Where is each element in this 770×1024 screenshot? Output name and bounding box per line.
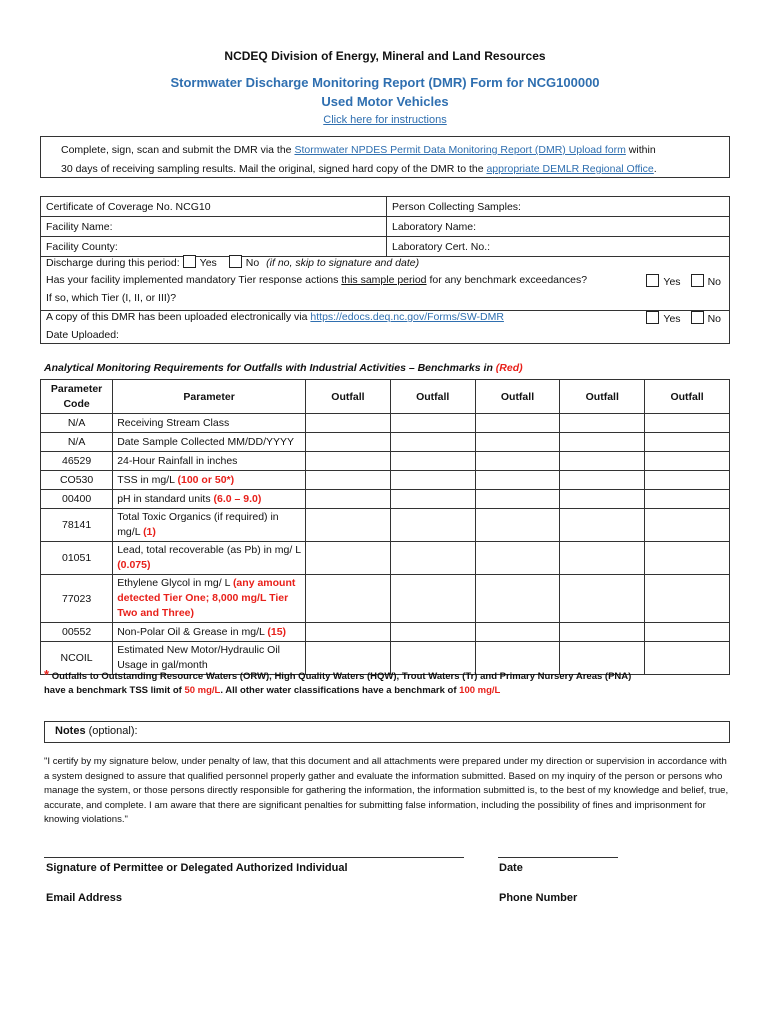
benchmark-value: (any amount detected Tier One; 8,000 mg/L Tier Two and Three) <box>117 577 296 619</box>
table-row <box>41 509 730 542</box>
outfall-cell[interactable] <box>475 575 560 623</box>
parameter-code: 01051 <box>41 542 113 575</box>
parameter-name <box>113 471 306 490</box>
instructions-link[interactable]: Click here for instructions <box>323 114 447 126</box>
footnote-star: * <box>44 667 50 682</box>
col-outfall-1: Outfall <box>306 380 391 414</box>
upload-no-label: No <box>707 313 721 325</box>
person-collecting-field[interactable]: Person Collecting Samples: <box>387 197 730 217</box>
discharge-yes-label: Yes <box>199 257 217 269</box>
discharge-no-label: No <box>245 257 260 269</box>
col-parameter: Parameter <box>113 380 306 414</box>
outfall-cell[interactable] <box>475 509 560 542</box>
outfall-cell[interactable] <box>560 509 645 542</box>
outfall-cell[interactable] <box>306 623 391 642</box>
outfall-cell[interactable] <box>390 542 475 575</box>
table-row <box>41 623 730 642</box>
upload-yes-checkbox[interactable] <box>646 311 659 324</box>
facility-county-field[interactable]: Facility County: <box>41 237 387 257</box>
parameter-text: TSS in mg/L <box>117 473 178 486</box>
parameter-text: Ethylene Glycol in mg/ L <box>117 577 233 589</box>
outfall-cell[interactable] <box>560 542 645 575</box>
notes-field[interactable] <box>44 721 730 743</box>
form-subtitle: Used Motor Vehicles <box>321 94 449 109</box>
signature-label: Signature of Permittee or Delegated Authorized Individual <box>46 862 348 874</box>
outfall-cell[interactable] <box>645 433 730 452</box>
tier-which-label: If so, which Tier (I, II, or III)? <box>46 292 177 304</box>
outfall-cell[interactable] <box>390 414 475 433</box>
parameter-name <box>113 623 306 642</box>
benchmark-value: (15) <box>267 625 287 638</box>
tier-question-a: Has your facility implemented mandatory Tier response actions <box>46 274 342 286</box>
notes-optional: (optional): <box>85 725 138 737</box>
discharge-section <box>40 253 730 344</box>
parameter-text: Lead, total recoverable (as Pb) in mg/ L <box>117 544 301 556</box>
parameter-text: Total Toxic Organics (if required) in mg/L <box>117 511 279 538</box>
outfall-cell[interactable] <box>560 433 645 452</box>
submit-text-c: 30 days of receiving sampling results. Mail the original, signed hard copy of the DMR to the <box>61 163 487 175</box>
parameter-text: Date Sample Collected MM/DD/YYYY <box>117 435 295 448</box>
parameter-text: pH in standard units <box>117 492 214 505</box>
parameter-name <box>113 509 306 542</box>
upload-question: A copy of this DMR has been uploaded electronically via <box>46 311 311 323</box>
outfall-cell[interactable] <box>645 414 730 433</box>
footnote-text-b2: . All other water classifications have a benchmark of <box>220 685 460 696</box>
tier-yes-label: Yes <box>663 276 681 288</box>
outfall-cell[interactable] <box>645 490 730 509</box>
discharge-yes-checkbox[interactable] <box>183 255 196 268</box>
outfall-cell[interactable] <box>560 490 645 509</box>
phone-label: Phone Number <box>499 892 578 904</box>
outfall-cell[interactable] <box>645 452 730 471</box>
benchmark-value: (0.075) <box>117 559 151 571</box>
col-outfall-3: Outfall <box>475 380 560 414</box>
parameter-code: CO530 <box>41 471 113 490</box>
outfall-cell[interactable] <box>475 433 560 452</box>
outfall-cell[interactable] <box>306 471 391 490</box>
outfall-cell[interactable] <box>390 575 475 623</box>
outfall-cell[interactable] <box>645 509 730 542</box>
outfall-cell[interactable] <box>306 452 391 471</box>
outfall-cell[interactable] <box>390 433 475 452</box>
col-outfall-4: Outfall <box>560 380 645 414</box>
outfall-cell[interactable] <box>306 509 391 542</box>
submit-text-b: within <box>625 144 656 156</box>
table-row <box>41 414 730 433</box>
parameter-name <box>113 575 306 623</box>
monitoring-heading <box>44 362 523 374</box>
outfall-cell[interactable] <box>306 575 391 623</box>
outfall-cell[interactable] <box>390 452 475 471</box>
lab-name-field[interactable]: Laboratory Name: <box>387 217 730 237</box>
footnote-line-2 <box>44 685 500 696</box>
outfall-cell[interactable] <box>306 433 391 452</box>
edocs-link[interactable]: https://edocs.deq.nc.gov/Forms/SW-DMR <box>310 311 504 323</box>
col-outfall-2: Outfall <box>390 380 475 414</box>
table-row <box>41 471 730 490</box>
parameter-name <box>113 490 306 509</box>
monitoring-table <box>40 379 730 675</box>
outfall-cell[interactable] <box>475 414 560 433</box>
parameter-text: Receiving Stream Class <box>117 416 230 429</box>
facility-name-field[interactable]: Facility Name: <box>41 217 387 237</box>
footnote-text-b1: have a benchmark TSS limit of <box>44 685 185 696</box>
email-label: Email Address <box>46 892 123 904</box>
parameter-code: 00400 <box>41 490 113 509</box>
agency-title: NCDEQ Division of Energy, Mineral and Land Resources <box>224 49 546 63</box>
parameter-code: N/A <box>41 433 113 452</box>
outfall-cell[interactable] <box>645 471 730 490</box>
parameter-name <box>113 452 306 471</box>
parameter-code: N/A <box>41 414 113 433</box>
tier-no-checkbox[interactable] <box>691 274 704 287</box>
footnote-line-1 <box>44 667 631 682</box>
table-row <box>41 542 730 575</box>
outfall-cell[interactable] <box>560 414 645 433</box>
outfall-cell[interactable] <box>306 542 391 575</box>
benchmark-value: (100 or 50*) <box>177 473 235 486</box>
notes-label: Notes <box>55 725 86 737</box>
upload-no-checkbox[interactable] <box>691 311 704 324</box>
certification-statement: "I certify by my signature below, under penalty of law, that this document and all attachments were prepared under my direction or supervision in accordance with a system designed to assure that qualified personnel properly gather and evaluate the information submitted. Based on my inquiry of the person or persons who manage the system, or those persons directly responsible for gathering the information, the information submitted is, to the best of my knowledge and belief, true, accurate, and complete. I am aware that there are significant penalties for submitting false information, including the possibility of fines and imprisonment for knowing violations." <box>44 756 729 825</box>
footnote-red-50: 50 mg/L <box>184 685 221 696</box>
tier-yes-checkbox[interactable] <box>646 274 659 287</box>
parameter-name <box>113 414 306 433</box>
submit-instructions-box <box>40 136 730 178</box>
outfall-cell[interactable] <box>306 490 391 509</box>
lab-cert-field[interactable]: Laboratory Cert. No.: <box>387 237 730 257</box>
parameter-text: 24-Hour Rainfall in inches <box>117 454 238 467</box>
parameter-code: 46529 <box>41 452 113 471</box>
outfall-cell[interactable] <box>390 490 475 509</box>
dmr-upload-form-link[interactable]: Stormwater NPDES Permit Data Monitoring Report (DMR) Upload form <box>294 144 626 156</box>
outfall-cell[interactable] <box>390 509 475 542</box>
parameter-code: NCOIL <box>41 642 113 675</box>
coc-field[interactable]: Certificate of Coverage No. NCG10 <box>41 197 387 217</box>
footnote-red-100: 100 mg/L <box>459 685 501 696</box>
tier-question-b: for any benchmark exceedances? <box>426 274 588 286</box>
form-title: Stormwater Discharge Monitoring Report (DMR) Form for NCG100000 <box>170 75 600 90</box>
outfall-cell[interactable] <box>475 542 560 575</box>
date-uploaded-label: Date Uploaded: <box>46 329 119 341</box>
benchmark-value: (1) <box>143 526 156 538</box>
signature-line[interactable] <box>44 845 464 858</box>
submit-text-d: . <box>653 163 657 175</box>
discharge-note: (if no, skip to signature and date) <box>266 257 420 269</box>
outfall-cell[interactable] <box>475 452 560 471</box>
outfall-cell[interactable] <box>560 575 645 623</box>
footnote-text-a: Outfalls to Outstanding Resource Waters (ORW), High Quality Waters (HQW), Trout Waters (Tr) and Primary Nursery Areas (PNA) <box>49 671 632 682</box>
table-row <box>41 575 730 623</box>
parameter-code: 00552 <box>41 623 113 642</box>
outfall-cell[interactable] <box>306 414 391 433</box>
outfall-cell[interactable] <box>390 623 475 642</box>
facility-info-table <box>40 196 730 257</box>
outfall-cell[interactable] <box>475 471 560 490</box>
table-row <box>41 452 730 471</box>
parameter-text: Estimated New Motor/Hydraulic Oil Usage in gal/month <box>117 644 280 671</box>
outfall-cell[interactable] <box>645 542 730 575</box>
upload-yes-label: Yes <box>663 313 681 325</box>
outfall-cell[interactable] <box>390 471 475 490</box>
tier-question-underlined: this sample period <box>341 274 427 286</box>
date-line[interactable] <box>498 845 618 858</box>
monitoring-heading-text: Analytical Monitoring Requirements for Outfalls with Industrial Activities – Benchmarks in <box>44 362 496 374</box>
table-row <box>41 490 730 509</box>
parameter-code: 77023 <box>41 575 113 623</box>
outfall-cell[interactable] <box>645 623 730 642</box>
tier-no-label: No <box>707 276 721 288</box>
outfall-cell[interactable] <box>475 490 560 509</box>
outfall-cell[interactable] <box>560 623 645 642</box>
monitoring-heading-red: (Red) <box>495 362 523 374</box>
benchmark-value: (6.0 – 9.0) <box>213 492 262 505</box>
parameter-name <box>113 542 306 575</box>
parameter-text: Non-Polar Oil & Grease in mg/L <box>117 625 268 638</box>
parameter-code: 78141 <box>41 509 113 542</box>
col-parameter-code: Parameter Code <box>41 380 113 414</box>
date-label: Date <box>499 862 523 874</box>
outfall-cell[interactable] <box>475 623 560 642</box>
outfall-cell[interactable] <box>560 471 645 490</box>
outfall-cell[interactable] <box>560 452 645 471</box>
submit-text-a: Complete, sign, scan and submit the DMR via the <box>61 144 295 156</box>
regional-office-link[interactable]: appropriate DEMLR Regional Office <box>486 163 654 175</box>
col-outfall-5: Outfall <box>645 380 730 414</box>
outfall-cell[interactable] <box>645 575 730 623</box>
parameter-name <box>113 433 306 452</box>
outfall-cell[interactable] <box>645 642 730 675</box>
discharge-no-checkbox[interactable] <box>229 255 242 268</box>
discharge-label: Discharge during this period: <box>46 257 180 269</box>
table-row <box>41 433 730 452</box>
